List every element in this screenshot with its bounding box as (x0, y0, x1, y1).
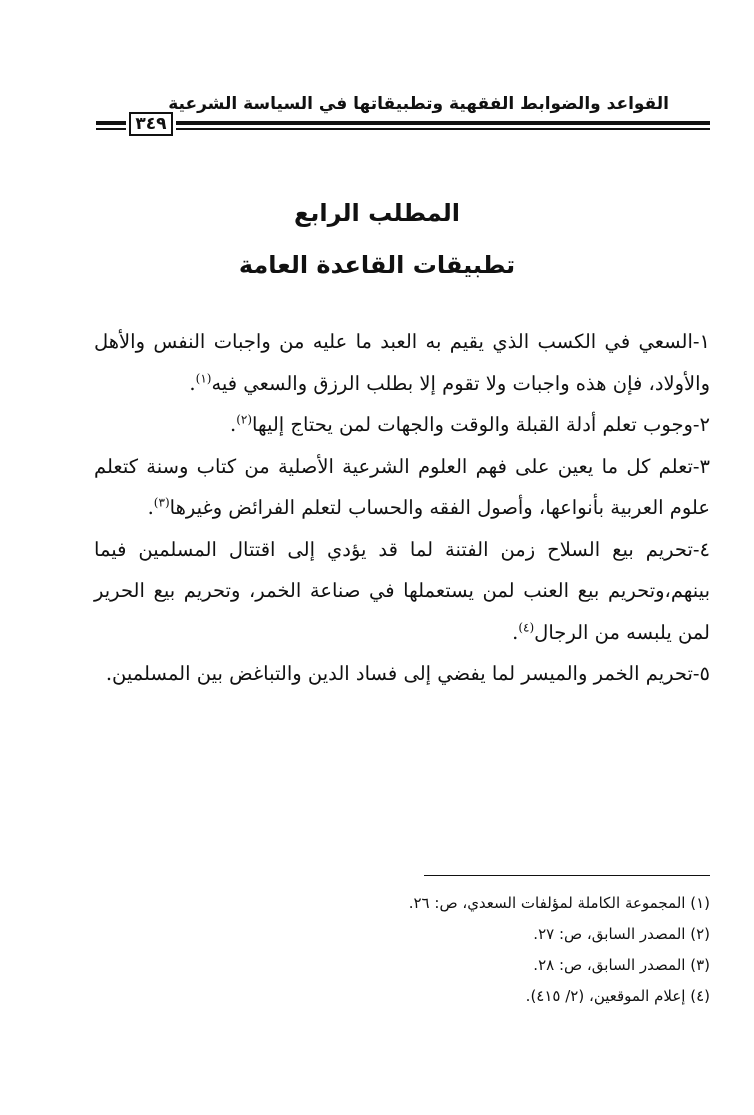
footnote-3: (٣) المصدر السابق، ص: ٢٨. (533, 956, 710, 974)
header-rule-right-thin (176, 128, 710, 130)
header-rule-right-thick (176, 121, 710, 125)
header-rule-left-thin (96, 128, 126, 130)
footnote-ref-4: (٤) (518, 620, 535, 634)
footnote-ref-2: (٢) (236, 412, 253, 427)
footnote-4: (٤) إعلام الموقعين، (٢/ ٤١٥). (525, 987, 710, 1005)
list-item-2: ٢-وجوب تعلم أدلة القبلة والوقت والجهات لمن يحتاج إليها$^{(٢)}$. (229, 412, 710, 436)
body-text (94, 321, 710, 695)
list-item-3: ٣-تعلم كل ما يعين على فهم العلوم الشرعية الأصلية من كتاب وسنة كتعلم علوم العربية بأنواعها، وأصول الفقه والحساب لتعلم الفرائض وغيرها$^{(٣)}$. (94, 454, 710, 519)
header-rule-left-thick (96, 121, 126, 125)
page-number: ٣٤٩ (129, 112, 173, 136)
list-item-1: ١-السعي في الكسب الذي يقيم به العبد ما عليه من واجبات النفس والأهل والأولاد، فإن هذه واجبات ولا تقوم إلا بطلب الرزق والسعي فيه$^{(١)}$. (94, 330, 710, 395)
footnotes (300, 888, 710, 1012)
footnote-1: (١) المجموعة الكاملة لمؤلفات السعدي، ص: ٢٦. (408, 894, 710, 912)
running-header-title: القواعد والضوابط الفقهية وتطبيقاتها في السياسة الشرعية (168, 94, 669, 114)
section-subtitle: تطبيقات القاعدة العامة (238, 251, 516, 279)
footnote-ref-3: (٣) (153, 495, 170, 510)
section-title: المطلب الرابع (293, 199, 461, 227)
footnote-ref-1: (١) (195, 371, 212, 385)
list-item-5: ٥-تحريم الخمر والميسر لما يفضي إلى فساد الدين والتباغض بين المسلمين. (105, 662, 710, 685)
footnote-separator (424, 875, 710, 876)
list-item-4: ٤-تحريم بيع السلاح زمن الفتنة لما قد يؤدي إلى اقتتال المسلمين فيما بينهم،وتحريم بيع العنب لمن يستعملها في صناعة الخمر، وتحريم بيع الحرير لمن يلبسه من الرجال$^{(٤)}$. (94, 537, 710, 644)
footnote-2: (٢) المصدر السابق، ص: ٢٧. (533, 925, 710, 943)
